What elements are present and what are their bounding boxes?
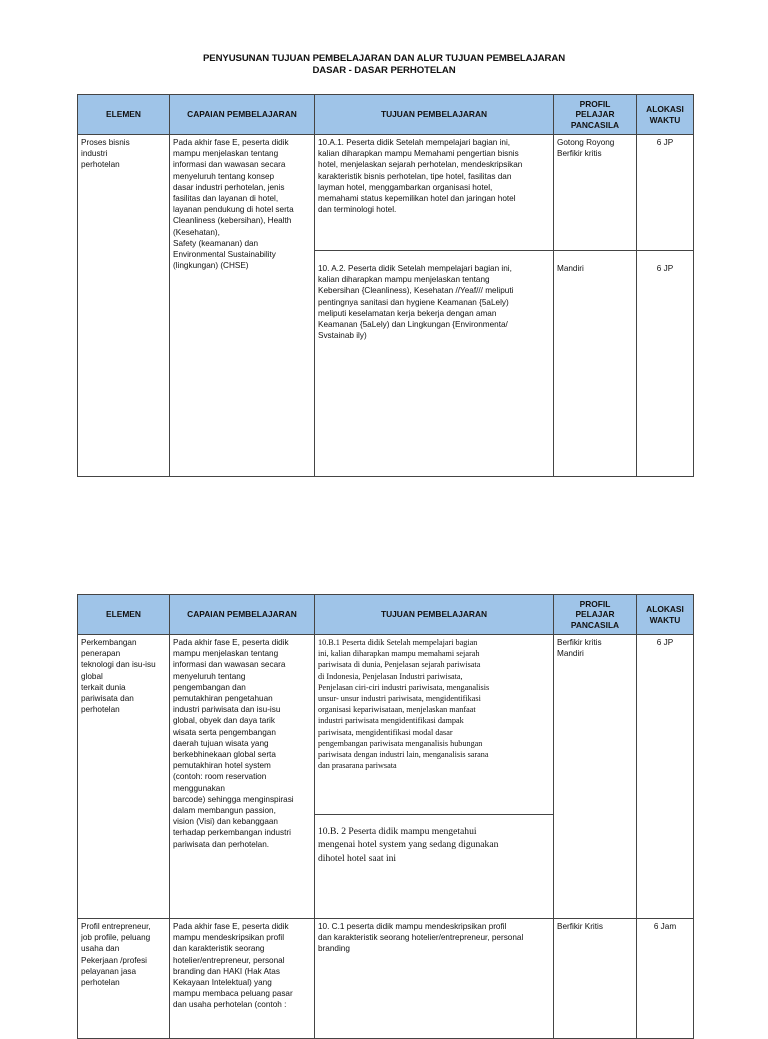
title-line-2: DASAR - DASAR PERHOTELAN bbox=[312, 65, 456, 76]
header-profil: PROFIL PELAJAR PANCASILA bbox=[554, 595, 637, 635]
profil-cell: Gotong Royong Berfikir kritis bbox=[554, 135, 637, 251]
objectives-table-2 bbox=[77, 594, 694, 1039]
alokasi-cell: 6 JP bbox=[637, 635, 694, 919]
header-capaian: CAPAIAN PEMBELAJARAN bbox=[170, 95, 315, 135]
header-profil: PROFIL PELAJAR PANCASILA bbox=[554, 95, 637, 135]
header-elemen: ELEMEN bbox=[78, 95, 170, 135]
document-title bbox=[0, 53, 768, 77]
header-tujuan: TUJUAN PEMBELAJARAN bbox=[315, 595, 554, 635]
profil-cell: Berfikir Kritis bbox=[554, 919, 637, 1039]
alokasi-cell: 6 JP bbox=[637, 135, 694, 251]
header-tujuan: TUJUAN PEMBELAJARAN bbox=[315, 95, 554, 135]
table-row bbox=[78, 919, 694, 1039]
alokasi-cell: 6 JP bbox=[637, 251, 694, 477]
elemen-cell: Profil entrepreneur, job profile, peluang usaha dan Pekerjaan /profesi pelayanan jasa perhotelan bbox=[78, 919, 170, 1039]
tujuan-cell: 10.B.1 Peserta didik Setelah mempelajari bagian ini, kalian diharapkan mampu memahami sejarah pariwisata di dunia, Penjelasan sejarah pariwisata di Indonesia, Penjelasan Industri pariwisata, Penjelasan ciri-ciri industri pariwisata, menganalisis unsur- unsur industri pariwisata, mengidentifikasi organisasi kepariwisataan, menjelaskan manfaat industri pariwisata mengidentifikasi dampak pariwisata, mengidentifikasi modal dasar pengembangan pariwisata menganalisis hubungan pariwisata dengan industri lain, menganalisis sarana dan prasarana pariwsata bbox=[315, 635, 554, 815]
capaian-cell: Pada akhir fase E, peserta didik mampu mendeskripsikan profil dan karakteristik seorang hotelier/entrepreneur, personal branding dan HAKI (Hak Atas Kekayaan Intelektual) yang mampu membaca peluang pasar dan usaha perhotelan (contoh : bbox=[170, 919, 315, 1039]
elemen-cell: Perkembangan penerapan teknologi dan isu-isu global terkait dunia pariwisata dan perhotelan bbox=[78, 635, 170, 919]
profil-cell: Mandiri bbox=[554, 251, 637, 477]
capaian-cell: Pada akhir fase E, peserta didik mampu menjelaskan tentang informasi dan wawasan secara menyeluruh tentang pengembangan dan pemutakhiran pengetahuan industri pariwisata dan isu-isu global, obyek dan daya tarik wisata serta pengembangan daerah tujuan wisata yang berkebhinekaan global serta pemutakhiran hotel system (contoh: room reservation menggunakan barcode) sehingga menginspirasi dalam membangun passion, vision (Visi) dan kebanggaan terhadap perkembangan industri pariwisata dan perhotelan. bbox=[170, 635, 315, 919]
header-alokasi: ALOKASI WAKTU bbox=[637, 595, 694, 635]
tujuan-cell: 10.A.1. Peserta didik Setelah mempelajari bagian ini, kalian diharapkan mampu Memahami pengertian bisnis hotel, menjelaskan sejarah perhotelan, mendeskripsikan karakteristik bisnis perhotelan, tipe hotel, fasilitas dan layman hotel, menggambarkan organisasi hotel, memahami status kepemilikan hotel dan jaringan hotel dan terminologi hotel. bbox=[315, 135, 554, 251]
profil-cell: Berfikir kritis Mandiri bbox=[554, 635, 637, 919]
tujuan-cell: 10. C.1 peserta didik mampu mendeskripsikan profil dan karakteristik seorang hotelier/entrepreneur, personal branding bbox=[315, 919, 554, 1039]
elemen-cell: Proses bisnis industri perhotelan bbox=[78, 135, 170, 477]
header-row bbox=[78, 595, 694, 635]
capaian-cell: Pada akhir fase E, peserta didik mampu menjelaskan tentang informasi dan wawasan secara menyeluruh tentang konsep dasar industri perhotelan, jenis fasilitas dan layanan di hotel, layanan pendukung di hotel serta Cleanliness (kebersihan), Health (Kesehatan), Safety (keamanan) dan Environmental Sustainability (lingkungan) (CHSE) bbox=[170, 135, 315, 477]
objectives-table-1 bbox=[77, 94, 694, 477]
table-row bbox=[78, 135, 694, 251]
header-capaian: CAPAIAN PEMBELAJARAN bbox=[170, 595, 315, 635]
alokasi-cell: 6 Jam bbox=[637, 919, 694, 1039]
header-row bbox=[78, 95, 694, 135]
tujuan-cell: 10. A.2. Peserta didik Setelah mempelajari bagian ini, kalian diharapkan mampu menjelaskan tentang Kebersihan {Cleanliness), Kesehatan //Yeaf/// meliputi pentingnya sanitasi dan hygiene Keamanan {5aLely) meliputi keselamatan kerja bekerja dengan aman Keamanan {5aLely) dan Lingkungan {Environmenta/ Svstainab ily) bbox=[315, 251, 554, 477]
table-row bbox=[78, 635, 694, 815]
header-alokasi: ALOKASI WAKTU bbox=[637, 95, 694, 135]
header-elemen: ELEMEN bbox=[78, 595, 170, 635]
tujuan-cell: 10.B. 2 Peserta didik mampu mengetahui mengenai hotel system yang sedang digunakan dihotel hotel saat ini bbox=[315, 815, 554, 919]
title-line-1: PENYUSUNAN TUJUAN PEMBELAJARAN DAN ALUR TUJUAN PEMBELAJARAN bbox=[202, 53, 566, 64]
